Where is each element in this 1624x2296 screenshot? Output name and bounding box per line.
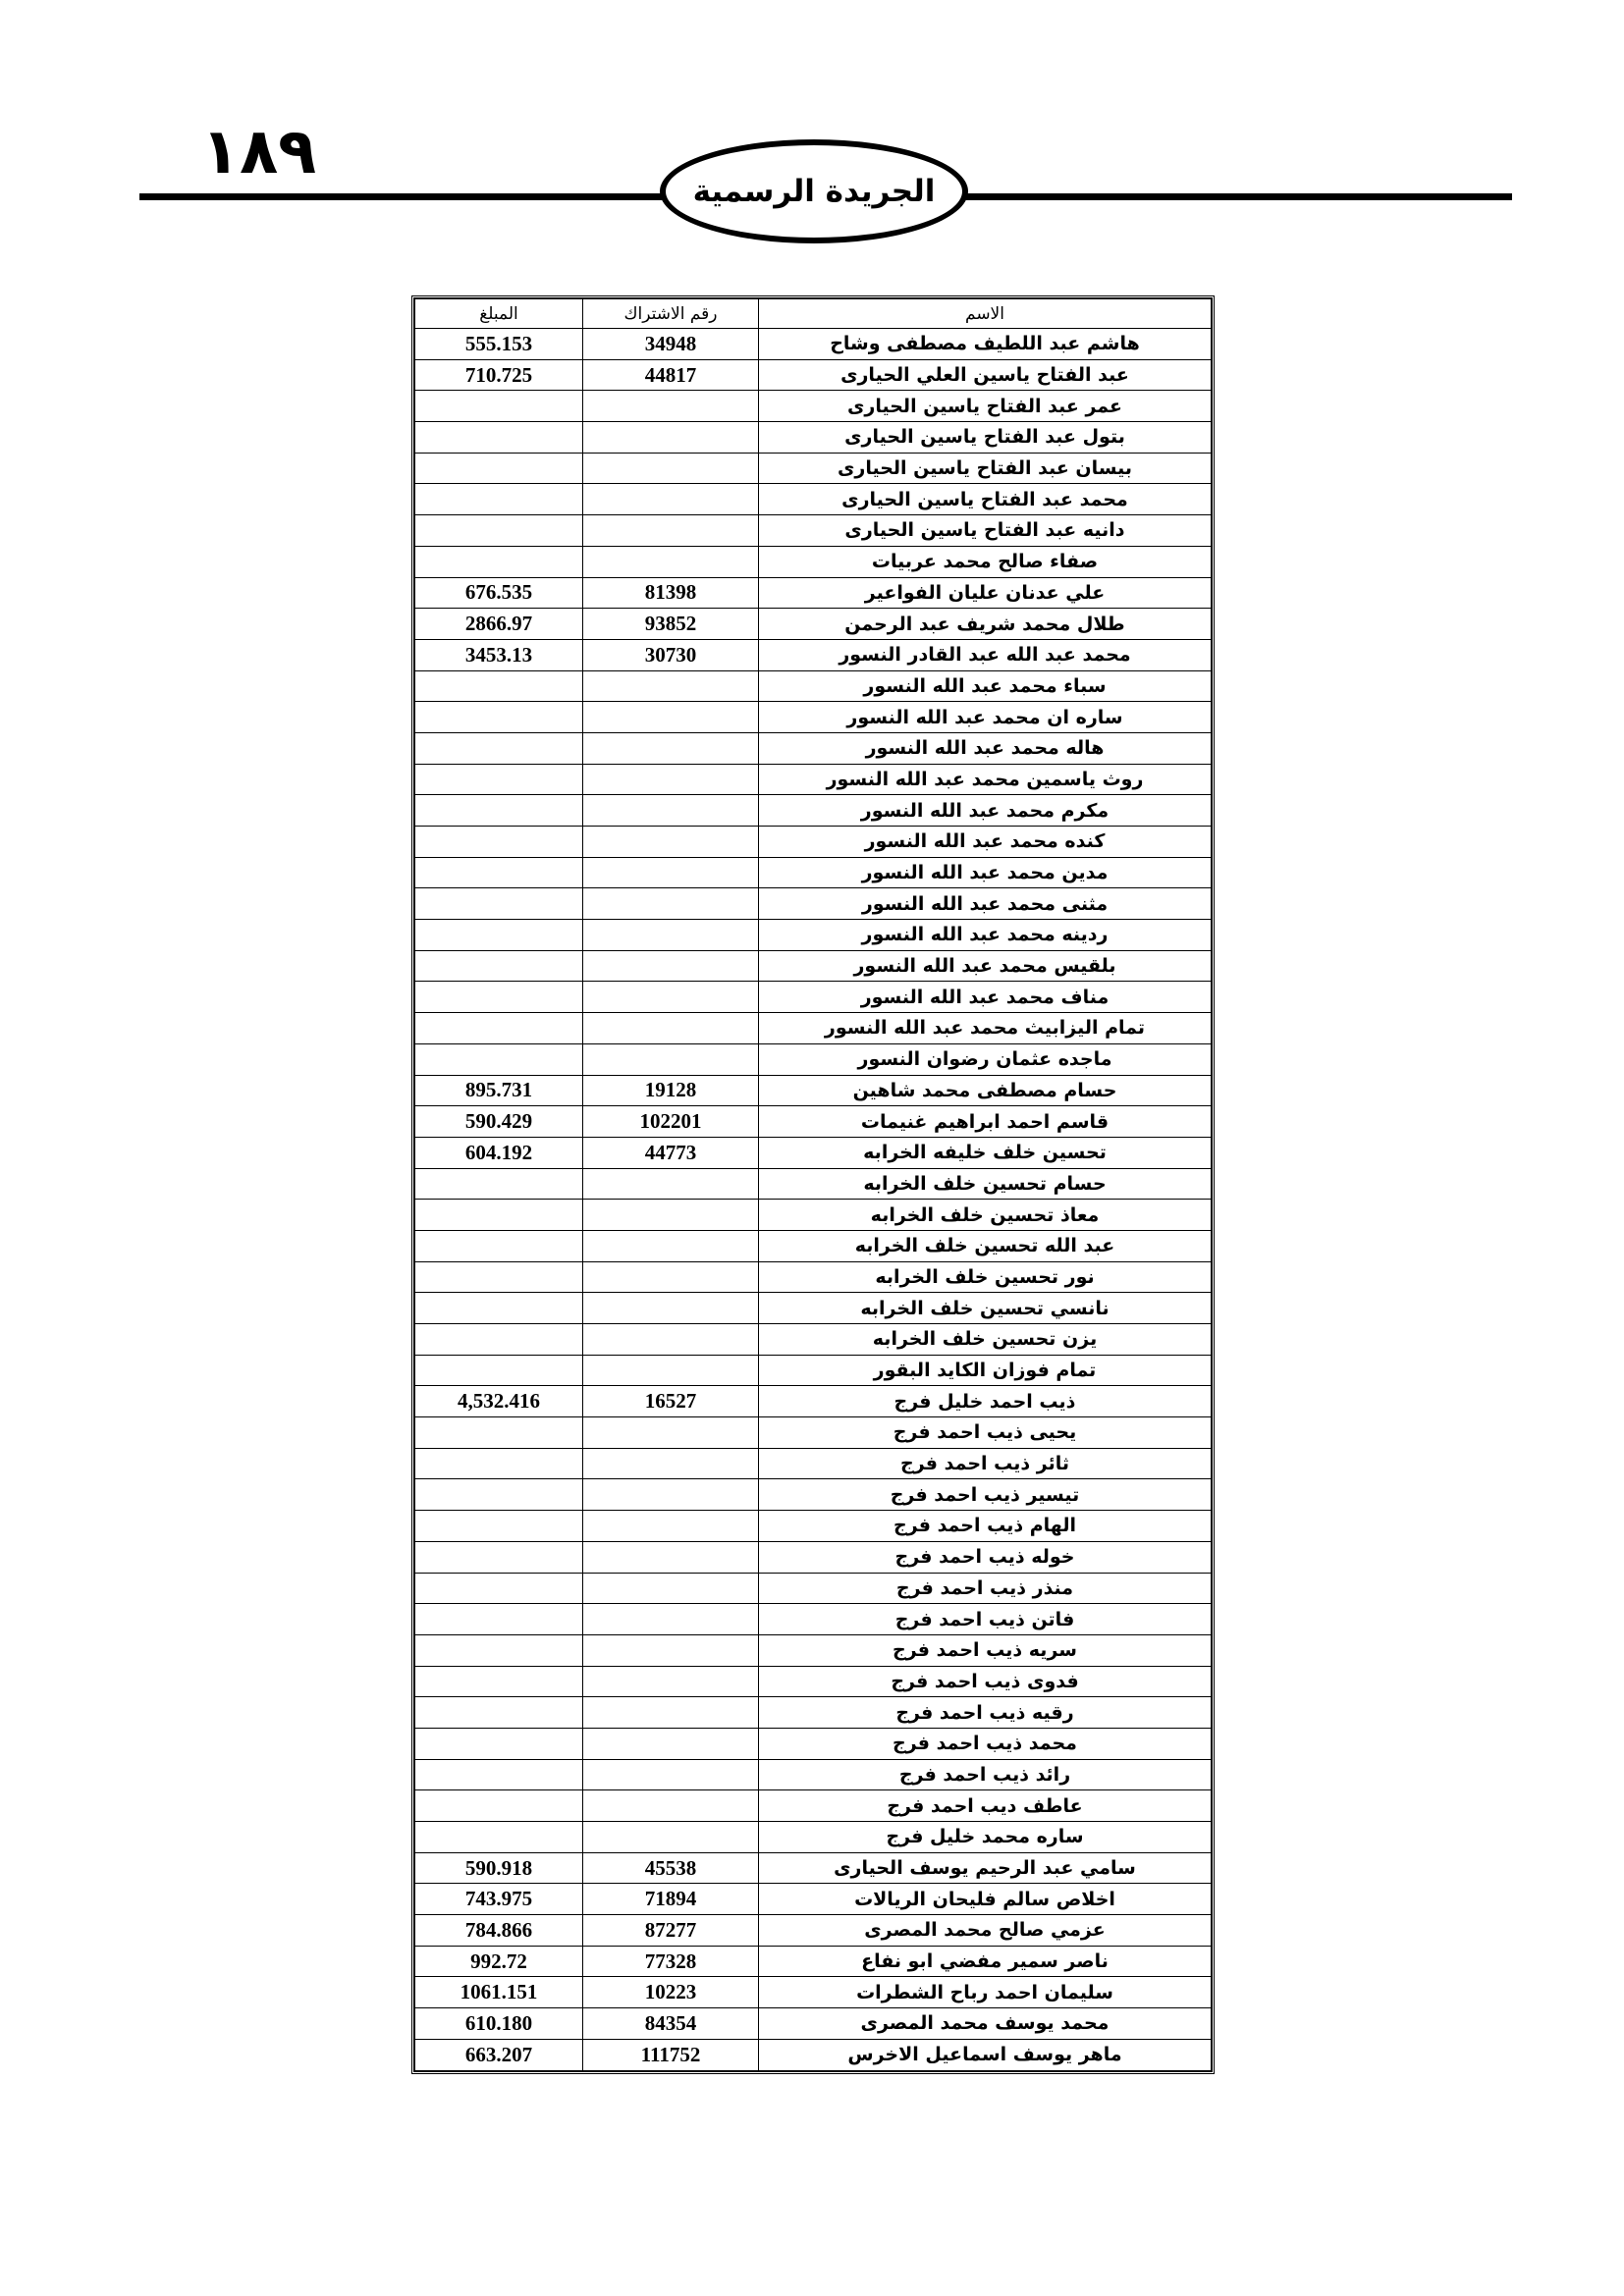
page-number: ١٨٩ (201, 116, 317, 188)
amount-cell (415, 422, 583, 454)
name-cell: حسام مصطفى محمد شاهين (759, 1075, 1212, 1106)
name-cell: مدين محمد عبد الله النسور (759, 857, 1212, 888)
name-cell: نانسي تحسين خلف الخرابه (759, 1293, 1212, 1324)
name-cell: طلال محمد شريف عبد الرحمن (759, 609, 1212, 640)
table-row (415, 1324, 1212, 1356)
subscription-cell (583, 1230, 759, 1261)
subscription-cell (583, 1200, 759, 1231)
table-row (415, 1822, 1212, 1853)
table-row (415, 1355, 1212, 1386)
subscription-cell (583, 1634, 759, 1666)
table-row (415, 1479, 1212, 1511)
subscription-cell (583, 950, 759, 982)
name-cell: معاذ تحسين خلف الخرابه (759, 1200, 1212, 1231)
table-row (415, 827, 1212, 858)
amount-cell (415, 1604, 583, 1635)
name-cell: محمد ذيب احمد فرج (759, 1728, 1212, 1759)
header-oval (660, 139, 968, 243)
table-row (415, 1417, 1212, 1449)
table-row (415, 1261, 1212, 1293)
amount-cell (415, 1168, 583, 1200)
amount-cell (415, 1230, 583, 1261)
table-row (415, 1013, 1212, 1044)
amount-cell (415, 1261, 583, 1293)
name-cell: ثائر ذيب احمد فرج (759, 1448, 1212, 1479)
amount-cell (415, 1200, 583, 1231)
name-cell: سامي عبد الرحيم يوسف الحيارى (759, 1852, 1212, 1884)
subscription-cell (583, 1511, 759, 1542)
subscription-cell (583, 1573, 759, 1604)
subscription-cell (583, 795, 759, 827)
name-cell: حسام تحسين خلف الخرابه (759, 1168, 1212, 1200)
table-row (415, 1043, 1212, 1075)
subscription-cell (583, 857, 759, 888)
table-row (415, 950, 1212, 982)
name-cell: دانيه عبد الفتاح ياسين الحيارى (759, 515, 1212, 547)
amount-cell (415, 670, 583, 702)
amount-cell: 676.535 (415, 577, 583, 609)
amount-cell (415, 1666, 583, 1697)
header-amount: المبلغ (415, 299, 583, 329)
table-row (415, 453, 1212, 484)
amount-cell (415, 1759, 583, 1790)
subscription-cell (583, 1604, 759, 1635)
name-cell: ساره محمد خليل فرج (759, 1822, 1212, 1853)
name-cell: محمد عبد الله عبد القادر النسور (759, 639, 1212, 670)
amount-cell (415, 1013, 583, 1044)
amount-cell (415, 1355, 583, 1386)
table-row (415, 1075, 1212, 1106)
table-row (415, 1573, 1212, 1604)
name-cell: عبد الله تحسين خلف الخرابه (759, 1230, 1212, 1261)
amount-cell (415, 453, 583, 484)
name-cell: عبد الفتاح ياسين العلي الحيارى (759, 359, 1212, 391)
table-row (415, 359, 1212, 391)
amount-cell (415, 888, 583, 920)
subscription-cell (583, 732, 759, 764)
name-cell: كنده محمد عبد الله النسور (759, 827, 1212, 858)
subscription-cell: 34948 (583, 329, 759, 360)
table-row (415, 1293, 1212, 1324)
name-cell: رقيه ذيب احمد فرج (759, 1697, 1212, 1729)
name-cell: يزن تحسين خلف الخرابه (759, 1324, 1212, 1356)
name-cell: سباء محمد عبد الله النسور (759, 670, 1212, 702)
name-cell: الهام ذيب احمد فرج (759, 1511, 1212, 1542)
amount-cell: 992.72 (415, 1946, 583, 1977)
name-cell: مكرم محمد عبد الله النسور (759, 795, 1212, 827)
subscription-cell (583, 1043, 759, 1075)
table-row (415, 515, 1212, 547)
amount-cell: 663.207 (415, 2039, 583, 2070)
header-subscription: رقم الاشتراك (583, 299, 759, 329)
table-row (415, 1230, 1212, 1261)
subscription-cell: 111752 (583, 2039, 759, 2070)
amount-cell (415, 1293, 583, 1324)
name-cell: محمد عبد الفتاح ياسين الحيارى (759, 484, 1212, 515)
table-header-row (415, 299, 1212, 329)
subscription-cell: 87277 (583, 1915, 759, 1947)
payments-table (411, 295, 1215, 2074)
amount-cell (415, 950, 583, 982)
amount-cell: 895.731 (415, 1075, 583, 1106)
table-row (415, 1386, 1212, 1417)
amount-cell: 2866.97 (415, 609, 583, 640)
amount-cell: 555.153 (415, 329, 583, 360)
subscription-cell (583, 1728, 759, 1759)
subscription-cell: 30730 (583, 639, 759, 670)
name-cell: ماهر يوسف اسماعيل الاخرس (759, 2039, 1212, 2070)
amount-cell: 743.975 (415, 1884, 583, 1915)
name-cell: علي عدنان عليان الفواعير (759, 577, 1212, 609)
table-row (415, 1666, 1212, 1697)
amount-cell (415, 827, 583, 858)
amount-cell (415, 1511, 583, 1542)
subscription-cell: 84354 (583, 2008, 759, 2040)
table-row (415, 1137, 1212, 1168)
table-row (415, 577, 1212, 609)
name-cell: ناصر سمير مفضي ابو نفاع (759, 1946, 1212, 1977)
amount-cell (415, 764, 583, 795)
subscription-cell (583, 1697, 759, 1729)
name-cell: بتول عبد الفتاح ياسين الحيارى (759, 422, 1212, 454)
subscription-cell (583, 1790, 759, 1822)
table-row (415, 732, 1212, 764)
amount-cell (415, 920, 583, 951)
subscription-cell (583, 422, 759, 454)
amount-cell (415, 515, 583, 547)
subscription-cell (583, 1293, 759, 1324)
subscription-cell (583, 702, 759, 733)
table-row (415, 1541, 1212, 1573)
name-cell: روث ياسمين محمد عبد الله النسور (759, 764, 1212, 795)
name-cell: محمد يوسف محمد المصرى (759, 2008, 1212, 2040)
subscription-cell: 77328 (583, 1946, 759, 1977)
name-cell: ذيب احمد خليل فرج (759, 1386, 1212, 1417)
name-cell: هاله محمد عبد الله النسور (759, 732, 1212, 764)
amount-cell: 710.725 (415, 359, 583, 391)
subscription-cell: 102201 (583, 1106, 759, 1138)
subscription-cell (583, 1324, 759, 1356)
subscription-cell (583, 1666, 759, 1697)
amount-cell: 590.429 (415, 1106, 583, 1138)
table-row (415, 639, 1212, 670)
subscription-cell: 81398 (583, 577, 759, 609)
name-cell: فدوى ذيب احمد فرج (759, 1666, 1212, 1697)
table-row (415, 702, 1212, 733)
name-cell: قاسم احمد ابراهيم غنيمات (759, 1106, 1212, 1138)
table-row (415, 1106, 1212, 1138)
amount-cell: 4,532.416 (415, 1386, 583, 1417)
subscription-cell (583, 764, 759, 795)
amount-cell (415, 1043, 583, 1075)
table-row (415, 1759, 1212, 1790)
amount-cell: 3453.13 (415, 639, 583, 670)
amount-cell (415, 702, 583, 733)
amount-cell: 1061.151 (415, 1977, 583, 2008)
subscription-cell (583, 1448, 759, 1479)
name-cell: اخلاص سالم فليحان الريالات (759, 1884, 1212, 1915)
table-row (415, 2008, 1212, 2040)
amount-cell (415, 1790, 583, 1822)
amount-cell (415, 1634, 583, 1666)
subscription-cell: 10223 (583, 1977, 759, 2008)
amount-cell (415, 982, 583, 1013)
name-cell: ماجده عثمان رضوان النسور (759, 1043, 1212, 1075)
table-row (415, 391, 1212, 422)
table-row (415, 1977, 1212, 2008)
table-row (415, 795, 1212, 827)
table-row (415, 484, 1212, 515)
subscription-cell: 93852 (583, 609, 759, 640)
name-cell: نور تحسين خلف الخرابه (759, 1261, 1212, 1293)
name-cell: مناف محمد عبد الله النسور (759, 982, 1212, 1013)
name-cell: عمر عبد الفتاح ياسين الحيارى (759, 391, 1212, 422)
table-row (415, 982, 1212, 1013)
name-cell: تحسين خلف خليفه الخرابه (759, 1137, 1212, 1168)
subscription-cell: 71894 (583, 1884, 759, 1915)
subscription-cell (583, 484, 759, 515)
table-row (415, 422, 1212, 454)
gazette-title: الجريدة الرسمية (692, 174, 936, 209)
subscription-cell (583, 515, 759, 547)
amount-cell (415, 1417, 583, 1449)
subscription-cell (583, 1417, 759, 1449)
table-row (415, 670, 1212, 702)
table-row (415, 1915, 1212, 1947)
subscription-cell (583, 546, 759, 577)
subscription-cell (583, 982, 759, 1013)
amount-cell: 610.180 (415, 2008, 583, 2040)
amount-cell (415, 484, 583, 515)
amount-cell (415, 1697, 583, 1729)
amount-cell (415, 1479, 583, 1511)
subscription-cell (583, 1261, 759, 1293)
amount-cell (415, 1541, 583, 1573)
table-row (415, 1511, 1212, 1542)
name-cell: عزمي صالح محمد المصرى (759, 1915, 1212, 1947)
table-row (415, 1790, 1212, 1822)
subscription-cell (583, 670, 759, 702)
table-row (415, 1604, 1212, 1635)
table-row (415, 1200, 1212, 1231)
name-cell: فاتن ذيب احمد فرج (759, 1604, 1212, 1635)
amount-cell (415, 1573, 583, 1604)
table-row (415, 888, 1212, 920)
name-cell: خوله ذيب احمد فرج (759, 1541, 1212, 1573)
table-row (415, 1728, 1212, 1759)
name-cell: بيسان عبد الفتاح ياسين الحيارى (759, 453, 1212, 484)
subscription-cell: 44773 (583, 1137, 759, 1168)
name-cell: مثنى محمد عبد الله النسور (759, 888, 1212, 920)
table-row (415, 857, 1212, 888)
subscription-cell: 44817 (583, 359, 759, 391)
name-cell: تمام اليزابيث محمد عبد الله النسور (759, 1013, 1212, 1044)
amount-cell (415, 1822, 583, 1853)
name-cell: بلقيس محمد عبد الله النسور (759, 950, 1212, 982)
table-row (415, 920, 1212, 951)
name-cell: سليمان احمد رباح الشطرات (759, 1977, 1212, 2008)
amount-cell (415, 546, 583, 577)
table-row (415, 1634, 1212, 1666)
name-cell: ردينه محمد عبد الله النسور (759, 920, 1212, 951)
name-cell: صفاء صالح محمد عربيات (759, 546, 1212, 577)
header-name: الاسم (759, 299, 1212, 329)
name-cell: سريه ذيب احمد فرج (759, 1634, 1212, 1666)
subscription-cell (583, 1822, 759, 1853)
table-row (415, 1697, 1212, 1729)
subscription-cell: 19128 (583, 1075, 759, 1106)
amount-cell (415, 732, 583, 764)
amount-cell: 590.918 (415, 1852, 583, 1884)
table-row (415, 1448, 1212, 1479)
amount-cell (415, 1728, 583, 1759)
subscription-cell (583, 1013, 759, 1044)
name-cell: رائد ذيب احمد فرج (759, 1759, 1212, 1790)
table-row (415, 546, 1212, 577)
table-row (415, 1852, 1212, 1884)
name-cell: ساره ان محمد عبد الله النسور (759, 702, 1212, 733)
subscription-cell (583, 453, 759, 484)
name-cell: منذر ذيب احمد فرج (759, 1573, 1212, 1604)
subscription-cell: 16527 (583, 1386, 759, 1417)
table-row (415, 609, 1212, 640)
amount-cell: 604.192 (415, 1137, 583, 1168)
subscription-cell (583, 1168, 759, 1200)
table-row (415, 1884, 1212, 1915)
subscription-cell (583, 827, 759, 858)
amount-cell (415, 391, 583, 422)
subscription-cell (583, 1355, 759, 1386)
amount-cell (415, 1324, 583, 1356)
amount-cell (415, 795, 583, 827)
table-row (415, 1168, 1212, 1200)
name-cell: عاطف ديب احمد فرج (759, 1790, 1212, 1822)
table-row (415, 1946, 1212, 1977)
name-cell: هاشم عبد اللطيف مصطفى وشاح (759, 329, 1212, 360)
subscription-cell (583, 1759, 759, 1790)
subscription-cell (583, 391, 759, 422)
amount-cell: 784.866 (415, 1915, 583, 1947)
table-row (415, 2039, 1212, 2070)
amount-cell (415, 857, 583, 888)
subscription-cell (583, 1479, 759, 1511)
name-cell: يحيى ذيب احمد فرج (759, 1417, 1212, 1449)
table-row (415, 764, 1212, 795)
name-cell: تيسير ذيب احمد فرج (759, 1479, 1212, 1511)
subscription-cell (583, 888, 759, 920)
subscription-cell (583, 920, 759, 951)
table-row (415, 329, 1212, 360)
name-cell: تمام فوزان الكايد البقور (759, 1355, 1212, 1386)
subscription-cell (583, 1541, 759, 1573)
amount-cell (415, 1448, 583, 1479)
subscription-cell: 45538 (583, 1852, 759, 1884)
